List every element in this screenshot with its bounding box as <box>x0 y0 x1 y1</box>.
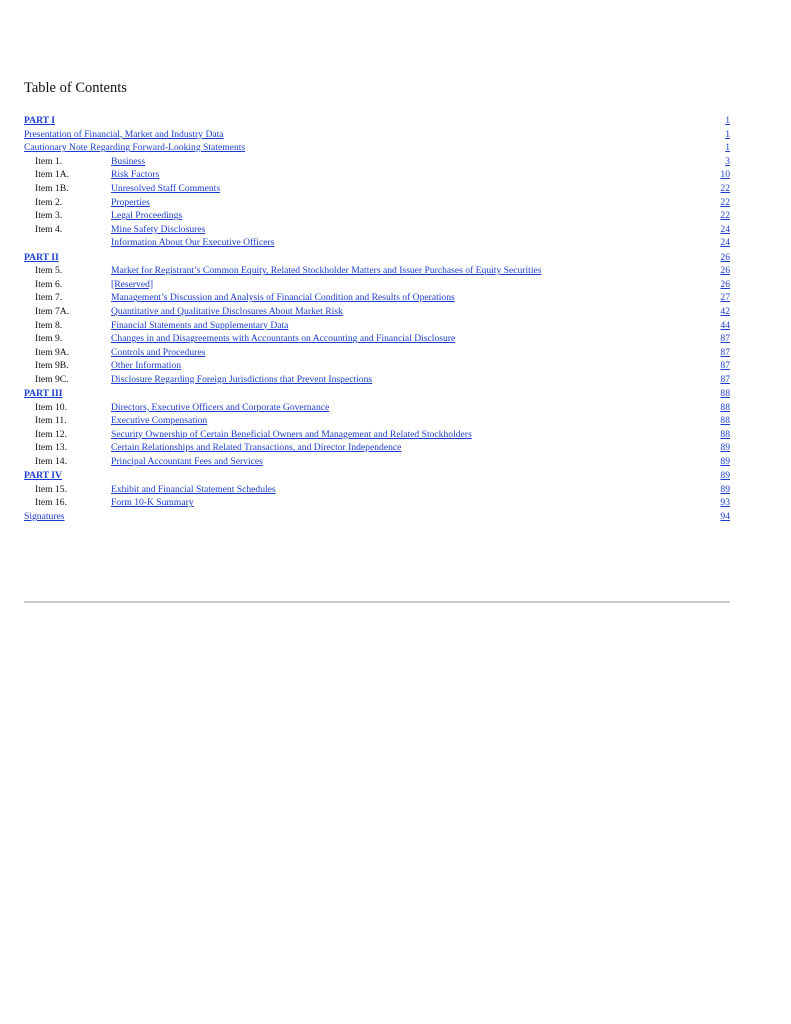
toc-entry-link[interactable]: Quantitative and Qualitative Disclosures About Market Risk <box>111 305 343 317</box>
toc-page-number-link[interactable]: 89 <box>720 442 730 454</box>
toc-page-number-link[interactable]: 10 <box>720 169 730 181</box>
toc-entry-link[interactable]: Signatures <box>24 511 65 522</box>
toc-row <box>24 319 730 333</box>
toc-item-number: Item 15. <box>35 483 67 495</box>
toc-row <box>24 141 730 155</box>
toc-page-number-link[interactable]: 22 <box>720 196 730 208</box>
toc-row <box>24 346 730 360</box>
toc-entry-link[interactable]: Exhibit and Financial Statement Schedules <box>111 483 276 495</box>
toc-entry-link[interactable]: Financial Statements and Supplementary Data <box>111 319 289 331</box>
toc-page-number-link[interactable]: 87 <box>720 333 730 345</box>
toc-row <box>24 168 730 182</box>
toc-row <box>24 182 730 196</box>
toc-row <box>24 291 730 305</box>
toc-item-number: Item 1B. <box>35 182 69 194</box>
toc-entry-link[interactable]: Properties <box>111 196 150 208</box>
toc-part-row <box>24 387 730 401</box>
toc-row <box>24 401 730 415</box>
toc-row <box>24 483 730 497</box>
toc-item-number: Item 5. <box>35 265 63 277</box>
toc-item-number: Item 9A. <box>35 346 70 358</box>
toc-page-number-link[interactable]: 42 <box>720 305 730 317</box>
toc-entry-link[interactable]: Market for Registrant’s Common Equity, Related Stockholder Matters and Issuer Purchases of Equity Securities <box>111 265 542 277</box>
toc-row <box>24 196 730 210</box>
toc-row <box>24 332 730 346</box>
toc-item-number: Item 10. <box>35 401 67 413</box>
toc-entry-link[interactable]: Principal Accountant Fees and Services <box>111 456 263 468</box>
toc-page-number-link[interactable]: 44 <box>720 319 730 331</box>
toc-page-number-link[interactable]: 94 <box>720 511 730 522</box>
toc-item-number: Item 1. <box>35 155 63 167</box>
toc-entry-link[interactable]: Directors, Executive Officers and Corporate Governance <box>111 401 330 413</box>
toc-page-number-link[interactable]: 22 <box>720 210 730 222</box>
toc-entry-link[interactable]: Certain Relationships and Related Transactions, and Director Independence <box>111 442 402 454</box>
toc-item-number: Item 7A. <box>35 305 70 317</box>
toc-entry-link[interactable]: Business <box>111 155 146 167</box>
toc-entry-link[interactable]: Form 10-K Summary <box>111 497 194 509</box>
toc-page-number-link[interactable]: 89 <box>720 470 730 482</box>
toc-row <box>24 510 730 524</box>
toc-page-number-link[interactable]: 88 <box>720 428 730 440</box>
toc-item-number: Item 8. <box>35 319 63 331</box>
toc-item-number: Item 9B. <box>35 360 69 372</box>
toc-entry-link[interactable]: Security Ownership of Certain Beneficial Owners and Management and Related Stockholders <box>111 428 472 440</box>
toc-item-number: Item 9. <box>35 333 63 345</box>
page-title: Table of Contents <box>24 80 127 96</box>
toc-item-number: Item 6. <box>35 278 63 290</box>
toc-row <box>24 128 730 142</box>
toc-page-number-link[interactable]: 26 <box>720 265 730 277</box>
toc-row <box>24 414 730 428</box>
toc-page-number-link[interactable]: 88 <box>720 415 730 427</box>
toc-row <box>24 264 730 278</box>
toc-part-row <box>24 469 730 483</box>
toc-page-number-link[interactable]: 1 <box>725 115 730 126</box>
toc-part-row <box>24 251 730 265</box>
toc-entry-link[interactable]: Mine Safety Disclosures <box>111 223 206 235</box>
toc-entry-link[interactable]: Presentation of Financial, Market and Industry Data <box>24 128 224 140</box>
toc-row <box>24 496 730 510</box>
toc-item-number: Item 1A. <box>35 169 70 181</box>
toc-item-number: Item 2. <box>35 196 63 208</box>
toc-part-link[interactable]: PART III <box>24 388 63 400</box>
toc-item-number: Item 3. <box>35 210 63 222</box>
toc-page-number-link[interactable]: 26 <box>720 251 730 263</box>
toc-item-number: Item 16. <box>35 497 67 509</box>
toc-page-number-link[interactable]: 3 <box>725 155 730 167</box>
toc-entry-link[interactable]: Executive Compensation <box>111 415 208 427</box>
toc-part-link[interactable]: PART IV <box>24 470 62 482</box>
toc-entry-link[interactable]: Controls and Procedures <box>111 346 206 358</box>
toc-page-number-link[interactable]: 1 <box>725 128 730 140</box>
toc-item-number: Item 12. <box>35 428 67 440</box>
toc-page-number-link[interactable]: 87 <box>720 373 730 385</box>
toc-page-number-link[interactable]: 89 <box>720 483 730 495</box>
toc-entry-link[interactable]: Changes in and Disagreements with Accountants on Accounting and Financial Disclosure <box>111 333 456 345</box>
toc-part-link[interactable]: PART I <box>24 115 56 126</box>
toc-page-number-link[interactable]: 89 <box>720 456 730 468</box>
toc-page-number-link[interactable]: 26 <box>720 278 730 290</box>
toc-row <box>24 428 730 442</box>
table-of-contents <box>24 114 730 524</box>
toc-row <box>24 359 730 373</box>
toc-page-number-link[interactable]: 88 <box>720 388 730 400</box>
toc-row <box>24 441 730 455</box>
toc-row <box>24 223 730 237</box>
toc-page-number-link[interactable]: 88 <box>720 401 730 413</box>
toc-page-number-link[interactable]: 24 <box>720 237 730 249</box>
toc-part-link[interactable]: PART II <box>24 251 59 263</box>
toc-row <box>24 209 730 223</box>
toc-entry-link[interactable]: Cautionary Note Regarding Forward-Looking Statements <box>24 142 246 154</box>
toc-entry-link[interactable]: Disclosure Regarding Foreign Jurisdictions that Prevent Inspections <box>111 373 373 385</box>
toc-entry-link[interactable]: Management’s Discussion and Analysis of Financial Condition and Results of Operations <box>111 292 455 304</box>
toc-page-number-link[interactable]: 22 <box>720 182 730 194</box>
toc-page-number-link[interactable]: 87 <box>720 360 730 372</box>
toc-page-number-link[interactable]: 24 <box>720 223 730 235</box>
toc-entry-link[interactable]: Legal Proceedings <box>111 210 183 222</box>
toc-page-number-link[interactable]: 87 <box>720 346 730 358</box>
toc-page-number-link[interactable]: 1 <box>725 142 730 154</box>
toc-row <box>24 305 730 319</box>
toc-row <box>24 455 730 469</box>
toc-item-number: Item 9C. <box>35 373 69 385</box>
toc-page-number-link[interactable]: 93 <box>720 497 730 509</box>
toc-entry-link[interactable]: Unresolved Staff Comments <box>111 182 221 194</box>
toc-row <box>24 278 730 292</box>
toc-row <box>24 373 730 387</box>
toc-row <box>24 236 730 250</box>
page-divider <box>24 601 730 603</box>
toc-item-number: Item 13. <box>35 442 67 454</box>
toc-row <box>24 155 730 169</box>
toc-item-number: Item 11. <box>35 415 67 427</box>
toc-item-number: Item 4. <box>35 223 63 235</box>
toc-item-number: Item 7. <box>35 292 63 304</box>
toc-entry-link[interactable]: Information About Our Executive Officers <box>111 237 275 249</box>
toc-entry-link[interactable]: Risk Factors <box>111 169 160 181</box>
toc-item-number: Item 14. <box>35 456 67 468</box>
toc-entry-link[interactable]: [Reserved] <box>111 278 154 290</box>
toc-entry-link[interactable]: Other Information <box>111 360 182 372</box>
toc-part-row <box>24 114 730 128</box>
toc-page-number-link[interactable]: 27 <box>720 292 730 304</box>
